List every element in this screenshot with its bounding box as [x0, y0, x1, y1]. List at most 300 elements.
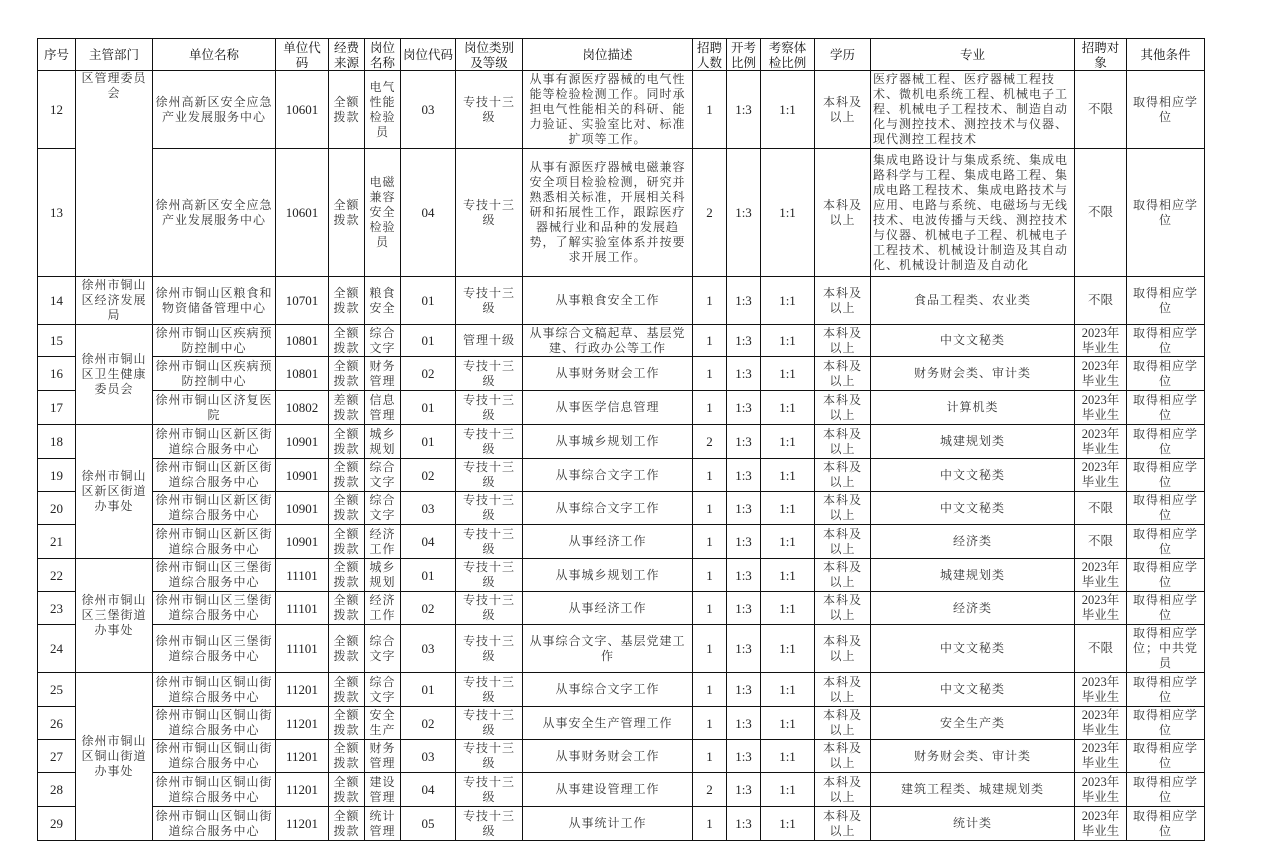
cell-major: 财务财会类、审计类 — [871, 357, 1075, 391]
cell-education: 本科及以上 — [815, 71, 871, 149]
cell-funding-source: 全额拨款 — [329, 740, 365, 773]
col-header-funding: 经费来源 — [329, 39, 365, 71]
cell-post-description: 从事城乡规划工作 — [523, 559, 693, 592]
cell-exam-ratio: 1:3 — [727, 673, 761, 707]
table-row — [38, 459, 1205, 492]
cell-funding-source: 全额拨款 — [329, 277, 365, 325]
table-row — [38, 773, 1205, 807]
cell-unit-code: 11201 — [276, 707, 329, 740]
cell-funding-source: 全额拨款 — [329, 71, 365, 149]
table-row — [38, 673, 1205, 707]
cell-post-code: 02 — [401, 357, 456, 391]
cell-target-group: 2023年毕业生 — [1075, 807, 1127, 841]
cell-unit-code: 11201 — [276, 773, 329, 807]
cell-other-conditions: 取得相应学位；中共党员 — [1127, 625, 1205, 673]
cell-post-code: 03 — [401, 71, 456, 149]
cell-post-grade: 专技十三级 — [456, 149, 523, 277]
cell-hire-count: 1 — [693, 525, 727, 559]
cell-unit-code: 11101 — [276, 592, 329, 625]
table-row — [38, 357, 1205, 391]
cell-row-number: 20 — [38, 492, 76, 525]
col-header-post-code: 岗位代码 — [401, 39, 456, 71]
cell-unit-code: 11201 — [276, 673, 329, 707]
cell-post-name: 综合文字 — [365, 492, 401, 525]
table-row — [38, 525, 1205, 559]
cell-post-description: 从事综合文字工作 — [523, 673, 693, 707]
col-header-department: 主管部门 — [76, 39, 153, 71]
cell-unit-name: 徐州市铜山区三堡街道综合服务中心 — [153, 625, 276, 673]
cell-department: 区管理委员会 — [76, 71, 153, 277]
cell-funding-source: 全额拨款 — [329, 149, 365, 277]
cell-post-name: 综合文字 — [365, 625, 401, 673]
cell-unit-name: 徐州市铜山区铜山街道综合服务中心 — [153, 773, 276, 807]
cell-post-description: 从事建设管理工作 — [523, 773, 693, 807]
cell-post-name: 统计管理 — [365, 807, 401, 841]
cell-other-conditions: 取得相应学位 — [1127, 492, 1205, 525]
cell-post-name: 综合文字 — [365, 673, 401, 707]
cell-row-number: 26 — [38, 707, 76, 740]
cell-exam-ratio: 1:3 — [727, 149, 761, 277]
cell-post-description: 从事财务财会工作 — [523, 740, 693, 773]
cell-post-name: 信息管理 — [365, 391, 401, 425]
cell-unit-name: 徐州高新区安全应急产业发展服务中心 — [153, 149, 276, 277]
cell-post-description: 从事有源医疗器械的电气性能等检验检测工作。同时承担电气性能相关的科研、能力验证、实验室比对、标准扩项等工作。 — [523, 71, 693, 149]
cell-check-ratio: 1:1 — [761, 391, 815, 425]
cell-post-code: 01 — [401, 425, 456, 459]
cell-post-code: 02 — [401, 592, 456, 625]
cell-exam-ratio: 1:3 — [727, 592, 761, 625]
col-header-major: 专业 — [871, 39, 1075, 71]
cell-education: 本科及以上 — [815, 673, 871, 707]
cell-major: 建筑工程类、城建规划类 — [871, 773, 1075, 807]
cell-unit-name: 徐州市铜山区疾病预防控制中心 — [153, 325, 276, 357]
cell-major: 财务财会类、审计类 — [871, 740, 1075, 773]
cell-post-name: 综合文字 — [365, 325, 401, 357]
cell-hire-count: 1 — [693, 71, 727, 149]
cell-unit-code: 10601 — [276, 149, 329, 277]
cell-hire-count: 1 — [693, 559, 727, 592]
cell-post-code: 04 — [401, 773, 456, 807]
cell-post-name: 综合文字 — [365, 459, 401, 492]
cell-post-grade: 专技十三级 — [456, 277, 523, 325]
cell-hire-count: 1 — [693, 391, 727, 425]
cell-exam-ratio: 1:3 — [727, 492, 761, 525]
cell-target-group: 2023年毕业生 — [1075, 773, 1127, 807]
cell-unit-name: 徐州市铜山区疾病预防控制中心 — [153, 357, 276, 391]
cell-exam-ratio: 1:3 — [727, 707, 761, 740]
cell-major: 食品工程类、农业类 — [871, 277, 1075, 325]
cell-hire-count: 2 — [693, 149, 727, 277]
cell-funding-source: 全额拨款 — [329, 592, 365, 625]
cell-post-grade: 专技十三级 — [456, 592, 523, 625]
cell-exam-ratio: 1:3 — [727, 325, 761, 357]
cell-education: 本科及以上 — [815, 357, 871, 391]
cell-education: 本科及以上 — [815, 559, 871, 592]
cell-education: 本科及以上 — [815, 773, 871, 807]
cell-row-number: 29 — [38, 807, 76, 841]
cell-unit-name: 徐州市铜山区新区街道综合服务中心 — [153, 492, 276, 525]
cell-other-conditions: 取得相应学位 — [1127, 707, 1205, 740]
cell-funding-source: 全额拨款 — [329, 807, 365, 841]
cell-hire-count: 1 — [693, 673, 727, 707]
cell-major: 统计类 — [871, 807, 1075, 841]
cell-row-number: 16 — [38, 357, 76, 391]
cell-post-name: 安全生产 — [365, 707, 401, 740]
cell-education: 本科及以上 — [815, 391, 871, 425]
cell-post-grade: 专技十三级 — [456, 459, 523, 492]
cell-post-code: 01 — [401, 325, 456, 357]
table-row — [38, 559, 1205, 592]
cell-check-ratio: 1:1 — [761, 625, 815, 673]
cell-unit-code: 11201 — [276, 807, 329, 841]
cell-hire-count: 2 — [693, 773, 727, 807]
cell-education: 本科及以上 — [815, 592, 871, 625]
cell-hire-count: 1 — [693, 492, 727, 525]
cell-funding-source: 全额拨款 — [329, 325, 365, 357]
cell-post-name: 电磁兼容安全检验员 — [365, 149, 401, 277]
table-row — [38, 807, 1205, 841]
cell-unit-name: 徐州市铜山区三堡街道综合服务中心 — [153, 592, 276, 625]
cell-education: 本科及以上 — [815, 277, 871, 325]
cell-unit-name: 徐州市铜山区铜山街道综合服务中心 — [153, 740, 276, 773]
cell-exam-ratio: 1:3 — [727, 391, 761, 425]
col-header-other: 其他条件 — [1127, 39, 1205, 71]
col-header-check-ratio: 考察体检比例 — [761, 39, 815, 71]
cell-funding-source: 全额拨款 — [329, 673, 365, 707]
cell-post-code: 04 — [401, 149, 456, 277]
cell-exam-ratio: 1:3 — [727, 807, 761, 841]
cell-target-group: 2023年毕业生 — [1075, 425, 1127, 459]
cell-row-number: 12 — [38, 71, 76, 149]
cell-target-group: 2023年毕业生 — [1075, 357, 1127, 391]
cell-hire-count: 1 — [693, 807, 727, 841]
cell-row-number: 14 — [38, 277, 76, 325]
cell-hire-count: 1 — [693, 325, 727, 357]
table-row — [38, 391, 1205, 425]
cell-check-ratio: 1:1 — [761, 277, 815, 325]
cell-post-code: 03 — [401, 625, 456, 673]
cell-post-code: 03 — [401, 740, 456, 773]
cell-funding-source: 全额拨款 — [329, 425, 365, 459]
table-row — [38, 325, 1205, 357]
cell-other-conditions: 取得相应学位 — [1127, 773, 1205, 807]
col-header-unit-code: 单位代码 — [276, 39, 329, 71]
cell-hire-count: 2 — [693, 425, 727, 459]
cell-post-description: 从事安全生产管理工作 — [523, 707, 693, 740]
cell-post-grade: 专技十三级 — [456, 357, 523, 391]
cell-major: 集成电路设计与集成系统、集成电路科学与工程、集成电路工程、集成电路工程技术、集成电路技术与应用、电路与系统、电磁场与无线技术、电波传播与天线、测控技术与仪器、机械电子工程、机械电子工程技术、机械设计制造及其自动化、机械设计制造及自动化 — [871, 149, 1075, 277]
cell-hire-count: 1 — [693, 592, 727, 625]
cell-unit-code: 10801 — [276, 325, 329, 357]
table-body — [38, 71, 1205, 841]
cell-unit-code: 10901 — [276, 492, 329, 525]
cell-funding-source: 全额拨款 — [329, 357, 365, 391]
cell-check-ratio: 1:1 — [761, 525, 815, 559]
header-row — [38, 39, 1205, 71]
cell-target-group: 2023年毕业生 — [1075, 707, 1127, 740]
cell-target-group: 不限 — [1075, 277, 1127, 325]
cell-unit-name: 徐州市铜山区新区街道综合服务中心 — [153, 425, 276, 459]
cell-target-group: 2023年毕业生 — [1075, 391, 1127, 425]
cell-exam-ratio: 1:3 — [727, 559, 761, 592]
cell-education: 本科及以上 — [815, 492, 871, 525]
cell-other-conditions: 取得相应学位 — [1127, 525, 1205, 559]
cell-unit-code: 11101 — [276, 559, 329, 592]
cell-row-number: 28 — [38, 773, 76, 807]
cell-check-ratio: 1:1 — [761, 740, 815, 773]
cell-row-number: 24 — [38, 625, 76, 673]
cell-post-code: 04 — [401, 525, 456, 559]
cell-major: 中文文秘类 — [871, 325, 1075, 357]
cell-hire-count: 1 — [693, 357, 727, 391]
col-header-education: 学历 — [815, 39, 871, 71]
cell-target-group: 2023年毕业生 — [1075, 559, 1127, 592]
cell-funding-source: 全额拨款 — [329, 707, 365, 740]
cell-target-group: 2023年毕业生 — [1075, 325, 1127, 357]
cell-target-group: 不限 — [1075, 71, 1127, 149]
cell-exam-ratio: 1:3 — [727, 525, 761, 559]
cell-major: 经济类 — [871, 592, 1075, 625]
cell-post-name: 经济工作 — [365, 525, 401, 559]
cell-other-conditions: 取得相应学位 — [1127, 71, 1205, 149]
cell-unit-name: 徐州市铜山区粮食和物资储备管理中心 — [153, 277, 276, 325]
cell-other-conditions: 取得相应学位 — [1127, 357, 1205, 391]
cell-other-conditions: 取得相应学位 — [1127, 673, 1205, 707]
cell-department: 徐州市铜山区铜山街道办事处 — [76, 673, 153, 841]
cell-major: 中文文秘类 — [871, 459, 1075, 492]
table-row — [38, 592, 1205, 625]
cell-post-grade: 管理十级 — [456, 325, 523, 357]
cell-unit-code: 10901 — [276, 459, 329, 492]
cell-post-grade: 专技十三级 — [456, 492, 523, 525]
cell-post-grade: 专技十三级 — [456, 773, 523, 807]
cell-department: 徐州市铜山区新区街道办事处 — [76, 425, 153, 559]
cell-post-code: 01 — [401, 277, 456, 325]
table-row — [38, 425, 1205, 459]
cell-education: 本科及以上 — [815, 149, 871, 277]
cell-unit-code: 10901 — [276, 425, 329, 459]
cell-funding-source: 全额拨款 — [329, 773, 365, 807]
cell-exam-ratio: 1:3 — [727, 425, 761, 459]
cell-unit-name: 徐州市铜山区新区街道综合服务中心 — [153, 459, 276, 492]
col-header-ratio: 开考比例 — [727, 39, 761, 71]
cell-post-code: 01 — [401, 559, 456, 592]
cell-unit-name: 徐州市铜山区济复医院 — [153, 391, 276, 425]
cell-post-grade: 专技十三级 — [456, 525, 523, 559]
cell-unit-code: 11201 — [276, 740, 329, 773]
cell-row-number: 17 — [38, 391, 76, 425]
cell-post-description: 从事财务财会工作 — [523, 357, 693, 391]
cell-check-ratio: 1:1 — [761, 673, 815, 707]
col-header-grade: 岗位类别及等级 — [456, 39, 523, 71]
cell-education: 本科及以上 — [815, 525, 871, 559]
cell-post-code: 02 — [401, 707, 456, 740]
cell-post-name: 粮食安全 — [365, 277, 401, 325]
cell-post-description: 从事有源医疗器械电磁兼容安全项目检验检测，研究并熟悉相关标准，开展相关科研和拓展性工作，跟踪医疗器械行业和品种的发展趋势，了解实验室体系并按要求开展工作。 — [523, 149, 693, 277]
cell-other-conditions: 取得相应学位 — [1127, 592, 1205, 625]
cell-row-number: 27 — [38, 740, 76, 773]
cell-post-grade: 专技十三级 — [456, 673, 523, 707]
cell-other-conditions: 取得相应学位 — [1127, 807, 1205, 841]
cell-department: 徐州市铜山区三堡街道办事处 — [76, 559, 153, 673]
cell-check-ratio: 1:1 — [761, 773, 815, 807]
col-header-no: 序号 — [38, 39, 76, 71]
cell-post-grade: 专技十三级 — [456, 807, 523, 841]
cell-post-description: 从事粮食安全工作 — [523, 277, 693, 325]
cell-unit-name: 徐州市铜山区新区街道综合服务中心 — [153, 525, 276, 559]
cell-post-description: 从事综合文字工作 — [523, 492, 693, 525]
cell-target-group: 2023年毕业生 — [1075, 740, 1127, 773]
cell-post-code: 01 — [401, 391, 456, 425]
cell-education: 本科及以上 — [815, 807, 871, 841]
cell-exam-ratio: 1:3 — [727, 277, 761, 325]
cell-education: 本科及以上 — [815, 325, 871, 357]
cell-row-number: 23 — [38, 592, 76, 625]
cell-hire-count: 1 — [693, 625, 727, 673]
cell-unit-code: 10802 — [276, 391, 329, 425]
cell-post-description: 从事统计工作 — [523, 807, 693, 841]
cell-major: 中文文秘类 — [871, 492, 1075, 525]
cell-post-description: 从事综合文字、基层党建工作 — [523, 625, 693, 673]
cell-funding-source: 全额拨款 — [329, 459, 365, 492]
cell-check-ratio: 1:1 — [761, 707, 815, 740]
cell-major: 城建规划类 — [871, 559, 1075, 592]
cell-major: 城建规划类 — [871, 425, 1075, 459]
cell-unit-name: 徐州市铜山区铜山街道综合服务中心 — [153, 707, 276, 740]
col-header-unit: 单位名称 — [153, 39, 276, 71]
cell-funding-source: 全额拨款 — [329, 492, 365, 525]
cell-post-grade: 专技十三级 — [456, 559, 523, 592]
cell-post-code: 01 — [401, 673, 456, 707]
cell-row-number: 22 — [38, 559, 76, 592]
cell-target-group: 不限 — [1075, 625, 1127, 673]
cell-education: 本科及以上 — [815, 740, 871, 773]
cell-unit-code: 10601 — [276, 71, 329, 149]
cell-post-grade: 专技十三级 — [456, 391, 523, 425]
cell-post-name: 电气性能检验员 — [365, 71, 401, 149]
cell-funding-source: 全额拨款 — [329, 559, 365, 592]
cell-post-name: 建设管理 — [365, 773, 401, 807]
cell-major: 医疗器械工程、医疗器械工程技术、微机电系统工程、机械电子工程、机械电子工程技术、制造自动化与测控技术、测控技术与仪器、现代测控工程技术 — [871, 71, 1075, 149]
table-row — [38, 71, 1205, 149]
cell-row-number: 25 — [38, 673, 76, 707]
cell-unit-name: 徐州市铜山区铜山街道综合服务中心 — [153, 673, 276, 707]
cell-exam-ratio: 1:3 — [727, 459, 761, 492]
cell-row-number: 15 — [38, 325, 76, 357]
cell-other-conditions: 取得相应学位 — [1127, 425, 1205, 459]
cell-unit-code: 10801 — [276, 357, 329, 391]
cell-post-description: 从事综合文字工作 — [523, 459, 693, 492]
cell-check-ratio: 1:1 — [761, 492, 815, 525]
cell-post-grade: 专技十三级 — [456, 707, 523, 740]
cell-target-group: 不限 — [1075, 525, 1127, 559]
cell-major: 安全生产类 — [871, 707, 1075, 740]
cell-post-name: 城乡规划 — [365, 559, 401, 592]
cell-other-conditions: 取得相应学位 — [1127, 391, 1205, 425]
cell-other-conditions: 取得相应学位 — [1127, 149, 1205, 277]
cell-check-ratio: 1:1 — [761, 559, 815, 592]
cell-other-conditions: 取得相应学位 — [1127, 277, 1205, 325]
cell-department: 徐州市铜山区卫生健康委员会 — [76, 325, 153, 425]
table-row — [38, 492, 1205, 525]
cell-check-ratio: 1:1 — [761, 459, 815, 492]
cell-check-ratio: 1:1 — [761, 357, 815, 391]
cell-education: 本科及以上 — [815, 707, 871, 740]
cell-post-grade: 专技十三级 — [456, 740, 523, 773]
cell-exam-ratio: 1:3 — [727, 740, 761, 773]
cell-education: 本科及以上 — [815, 425, 871, 459]
cell-education: 本科及以上 — [815, 459, 871, 492]
cell-post-grade: 专技十三级 — [456, 71, 523, 149]
cell-education: 本科及以上 — [815, 625, 871, 673]
cell-post-grade: 专技十三级 — [456, 625, 523, 673]
cell-other-conditions: 取得相应学位 — [1127, 559, 1205, 592]
col-header-target: 招聘对象 — [1075, 39, 1127, 71]
table-row — [38, 277, 1205, 325]
cell-other-conditions: 取得相应学位 — [1127, 459, 1205, 492]
recruitment-table — [37, 38, 1205, 841]
cell-unit-name: 徐州市铜山区三堡街道综合服务中心 — [153, 559, 276, 592]
cell-hire-count: 1 — [693, 740, 727, 773]
cell-post-code: 02 — [401, 459, 456, 492]
cell-exam-ratio: 1:3 — [727, 773, 761, 807]
cell-post-description: 从事经济工作 — [523, 592, 693, 625]
cell-hire-count: 1 — [693, 459, 727, 492]
cell-other-conditions: 取得相应学位 — [1127, 325, 1205, 357]
cell-major: 计算机类 — [871, 391, 1075, 425]
cell-major: 中文文秘类 — [871, 625, 1075, 673]
cell-target-group: 不限 — [1075, 492, 1127, 525]
cell-check-ratio: 1:1 — [761, 325, 815, 357]
cell-post-description: 从事医学信息管理 — [523, 391, 693, 425]
cell-post-description: 从事城乡规划工作 — [523, 425, 693, 459]
cell-hire-count: 1 — [693, 277, 727, 325]
cell-row-number: 19 — [38, 459, 76, 492]
cell-funding-source: 全额拨款 — [329, 625, 365, 673]
cell-department: 徐州市铜山区经济发展局 — [76, 277, 153, 325]
cell-unit-code: 11101 — [276, 625, 329, 673]
cell-major: 经济类 — [871, 525, 1075, 559]
cell-post-code: 03 — [401, 492, 456, 525]
cell-check-ratio: 1:1 — [761, 149, 815, 277]
cell-post-description: 从事综合文稿起草、基层党建、行政办公等工作 — [523, 325, 693, 357]
col-header-count: 招聘人数 — [693, 39, 727, 71]
cell-post-name: 城乡规划 — [365, 425, 401, 459]
cell-check-ratio: 1:1 — [761, 592, 815, 625]
cell-row-number: 21 — [38, 525, 76, 559]
cell-target-group: 2023年毕业生 — [1075, 673, 1127, 707]
cell-other-conditions: 取得相应学位 — [1127, 740, 1205, 773]
col-header-post: 岗位名称 — [365, 39, 401, 71]
cell-check-ratio: 1:1 — [761, 425, 815, 459]
cell-unit-code: 10901 — [276, 525, 329, 559]
cell-row-number: 18 — [38, 425, 76, 459]
col-header-description: 岗位描述 — [523, 39, 693, 71]
cell-target-group: 不限 — [1075, 149, 1127, 277]
cell-exam-ratio: 1:3 — [727, 625, 761, 673]
cell-post-code: 05 — [401, 807, 456, 841]
cell-unit-code: 10701 — [276, 277, 329, 325]
cell-post-grade: 专技十三级 — [456, 425, 523, 459]
cell-post-description: 从事经济工作 — [523, 525, 693, 559]
cell-post-name: 财务管理 — [365, 357, 401, 391]
cell-unit-name: 徐州高新区安全应急产业发展服务中心 — [153, 71, 276, 149]
table-row — [38, 707, 1205, 740]
cell-check-ratio: 1:1 — [761, 71, 815, 149]
cell-exam-ratio: 1:3 — [727, 71, 761, 149]
table-row — [38, 625, 1205, 673]
cell-funding-source: 全额拨款 — [329, 525, 365, 559]
